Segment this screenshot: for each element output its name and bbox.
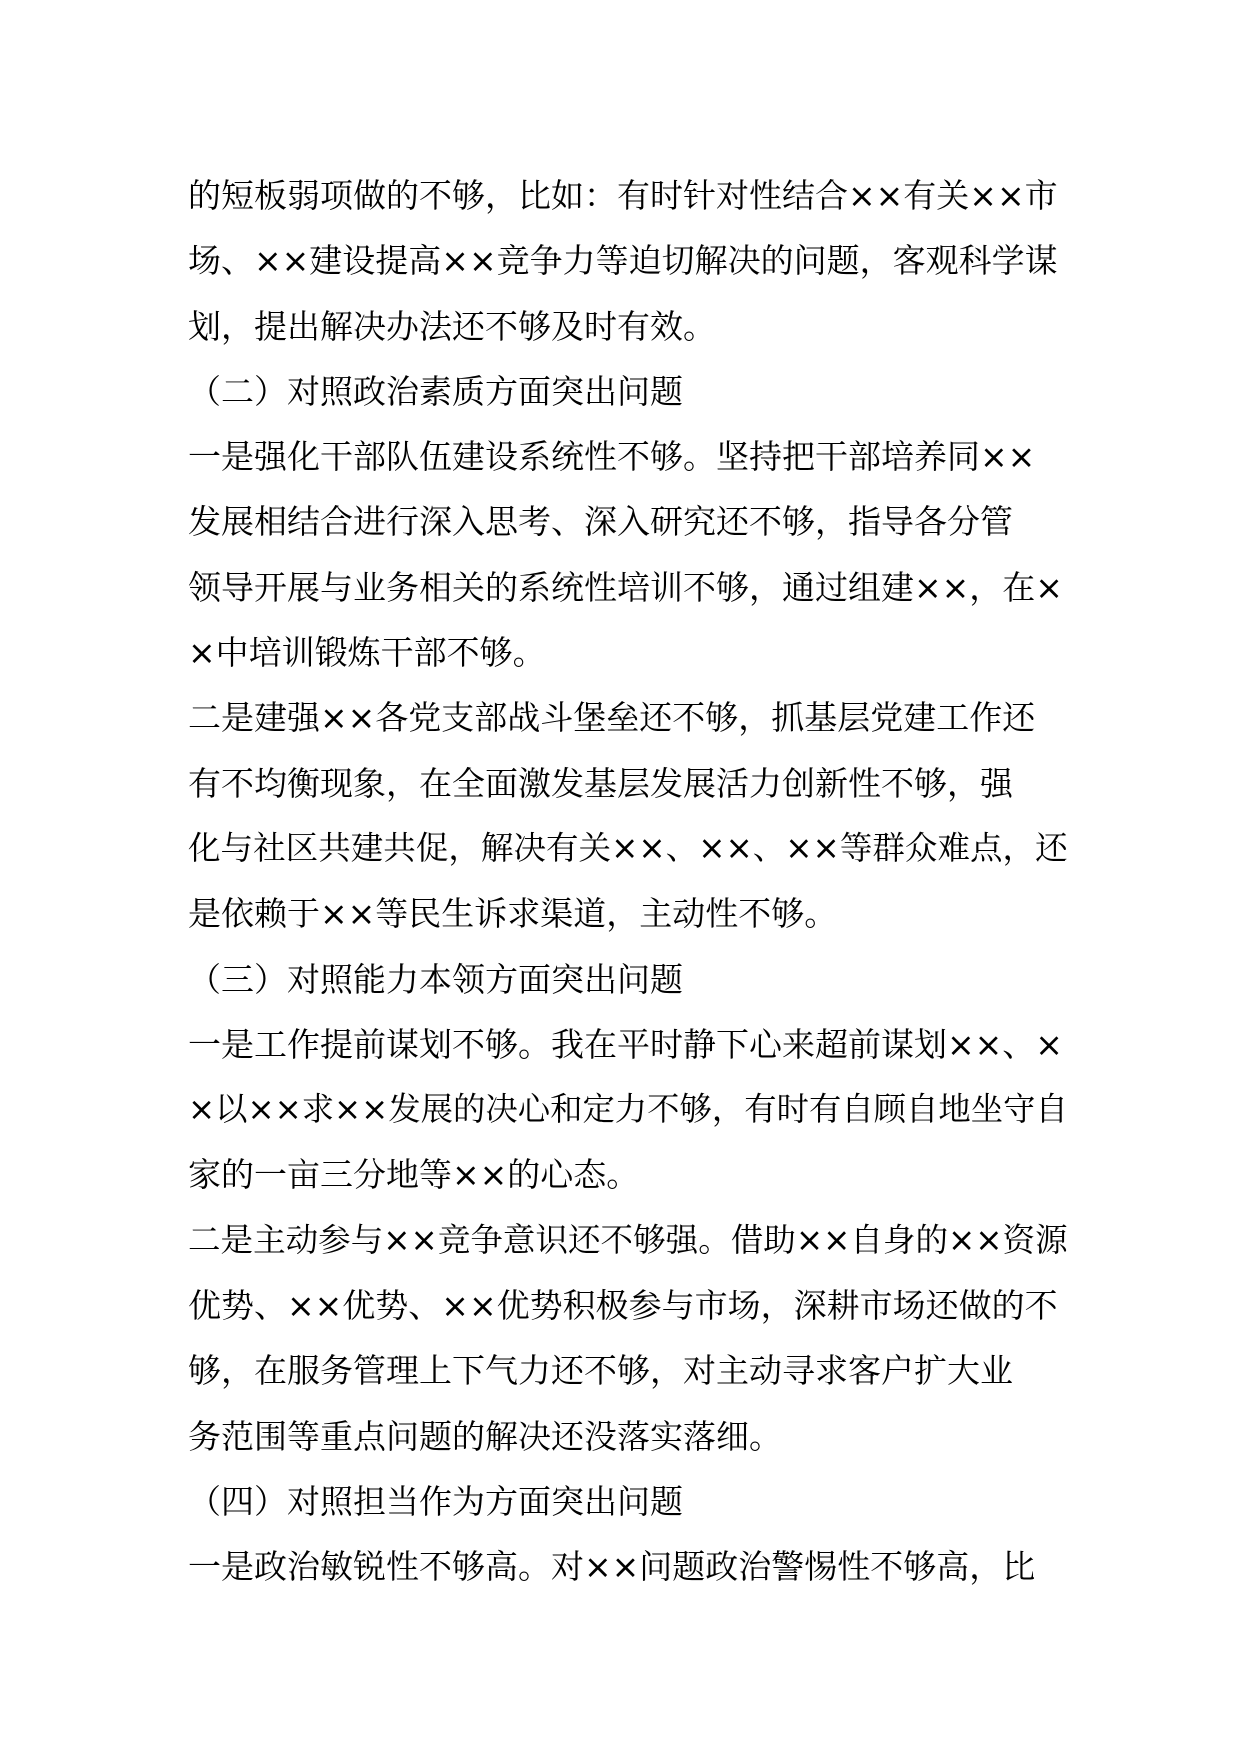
paragraph-line: 家的一亩三分地等××的心态。 — [188, 1155, 640, 1195]
section-heading: （二）对照政治素质方面突出问题 — [188, 371, 683, 411]
paragraph-line: 化与社区共建共促，解决有关××、××、××等群众难点，还 — [188, 828, 1068, 867]
paragraph-line: 一是工作提前谋划不够。我在平时静下心来超前谋划××、× — [188, 1024, 1063, 1064]
paragraph-line: 有不均衡现象，在全面激发基层发展活力创新性不够，强 — [188, 763, 1013, 803]
section-heading: （四）对照担当作为方面突出问题 — [188, 1481, 683, 1521]
section-heading: （三）对照能力本领方面突出问题 — [188, 959, 683, 999]
paragraph-line: 划，提出解决办法还不够及时有效。 — [188, 306, 716, 346]
paragraph-line: 是依赖于××等民生诉求渠道，主动性不够。 — [188, 894, 838, 934]
paragraph-line: 领导开展与业务相关的系统性培训不够，通过组建××，在× — [188, 567, 1063, 607]
paragraph-line: 够，在服务管理上下气力还不够，对主动寻求客户扩大业 — [188, 1351, 1013, 1391]
paragraph-line: 发展相结合进行深入思考、深入研究还不够，指导各分管 — [188, 502, 1013, 542]
paragraph-line: 务范围等重点问题的解决还没落实落细。 — [188, 1416, 782, 1456]
paragraph-line: 一是强化干部队伍建设系统性不够。坚持把干部培养同×× — [188, 437, 1036, 477]
paragraph-line: 二是主动参与××竞争意识还不够强。借助××自身的××资源 — [188, 1220, 1068, 1259]
paragraph-line: ×中培训锻炼干部不够。 — [188, 633, 546, 673]
document-body — [188, 163, 1068, 1600]
paragraph-line: ×以××求××发展的决心和定力不够，有时有自顾自地坐守自 — [188, 1090, 1068, 1129]
paragraph-line: 的短板弱项做的不够，比如：有时针对性结合××有关××市 — [188, 176, 1058, 215]
paragraph-line: 优势、××优势、××优势积极参与市场，深耕市场还做的不 — [188, 1286, 1058, 1326]
paragraph-line: 二是建强××各党支部战斗堡垒还不够，抓基层党建工作还 — [188, 698, 1036, 738]
paragraph-line: 场、××建设提高××竞争力等迫切解决的问题，客观科学谋 — [188, 241, 1058, 281]
paragraph-line: 一是政治敏锐性不够高。对××问题政治警惕性不够高，比 — [188, 1547, 1036, 1587]
